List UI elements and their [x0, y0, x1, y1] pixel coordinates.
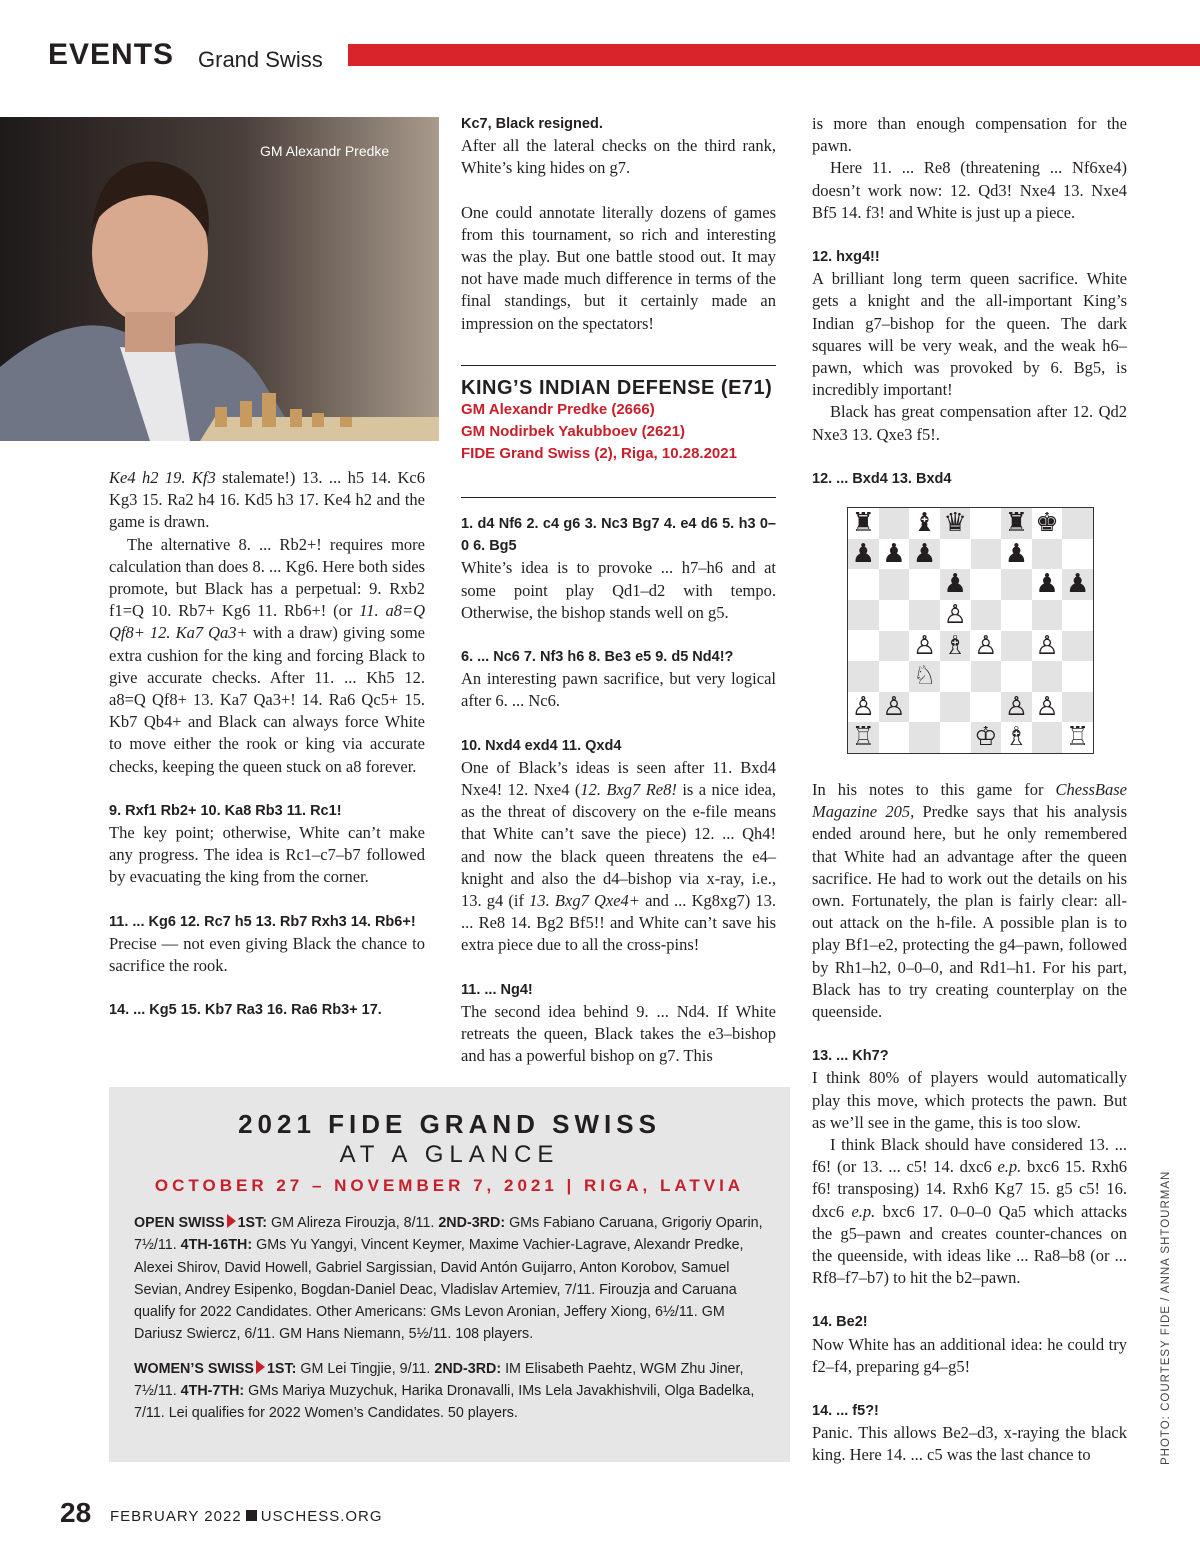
paragraph: An interesting pawn sacrifice, but very logical after 6. ... Nc6.: [461, 669, 776, 711]
divider: [461, 497, 776, 498]
chess-square: [1001, 600, 1032, 631]
site-name: USCHESS.ORG: [260, 1508, 383, 1525]
chess-square: [971, 569, 1002, 600]
chess-piece-square: ♙: [879, 692, 910, 723]
section-subtitle: Grand Swiss: [198, 47, 323, 72]
footer-line: [110, 1508, 383, 1525]
chess-square: [1001, 631, 1032, 662]
move-italic: 12. Bxg7 Re8!: [580, 780, 677, 800]
chess-piece-square: ♙: [971, 631, 1002, 662]
move-heading: 11. ... Ng4!: [461, 981, 533, 998]
move-heading: 13. ... Kh7?: [812, 1048, 889, 1065]
womens-swiss-results: [134, 1358, 774, 1425]
square-icon: [246, 1510, 257, 1521]
paragraph: Now White has an additional idea: he could try f2–f4, preparing g4–g5!: [812, 1334, 1127, 1376]
chess-piece-square: ♙: [940, 600, 971, 631]
chess-square: [971, 508, 1002, 539]
chess-piece-square: ♜: [1001, 508, 1032, 539]
chess-square: [1062, 508, 1093, 539]
text: bxc6 17. 0–0–0 Qa5 which attacks the g5–pawn and creates counter-chances on the queenside, with ideas like ... Ra8–b8 (or ... Rf8–f7–b7) to hit the b2–pawn.: [812, 1201, 1127, 1288]
move-heading: 12. hxg4!!: [812, 249, 880, 266]
text: GM Alireza Firouzja, 8/11.: [266, 1215, 439, 1231]
chess-piece-square: ♝: [909, 508, 940, 539]
chess-square: [1062, 600, 1093, 631]
chess-square: [1032, 661, 1063, 692]
text: stalemate!) 13. ... h5 14. Kc6 Kg3 15. Ra2 h4 16. Kd5 h3 17. Ke4 h2 and the game is drawn.: [109, 468, 426, 532]
move-heading: 11. ... Kg6 12. Rc7 h5 13. Rb7 Rxh3 14. Rb6+!: [109, 913, 416, 930]
black-player: GM Nodirbek Yakubboev (2621): [461, 423, 685, 440]
move-italic: 11. a8=Q Qf8+ 12. Ka7 Qa3+: [109, 601, 426, 643]
column-3-top: [812, 113, 1127, 490]
glance-title: 2021 FIDE GRAND SWISS: [238, 1109, 661, 1139]
label: 2ND-3RD:: [434, 1360, 502, 1377]
player-photo: [0, 117, 439, 441]
move-heading: 14. Be2!: [812, 1314, 868, 1331]
glance-dates: OCTOBER 27 – NOVEMBER 7, 2021 | RIGA, LATVIA: [154, 1176, 745, 1195]
text: I think Black should have considered 13. ... f6! (or 13. ... c5! 14. dxc6: [812, 1135, 1127, 1177]
paragraph: White’s idea is to provoke ... h7–h6 and at some point play Qd1–d2 with tempo. Otherwise, the bishop stands well on g5.: [461, 558, 776, 622]
divider: [461, 365, 776, 366]
chess-square: [909, 722, 940, 753]
chess-piece-square: ♙: [1001, 692, 1032, 723]
move-heading: 6. ... Nc6 7. Nf3 h6 8. Be3 e5 9. d5 Nd4!?: [461, 649, 734, 666]
column-3-bottom: [812, 779, 1127, 1467]
chess-square: [1032, 539, 1063, 570]
chess-square: [940, 661, 971, 692]
paragraph: The second idea behind 9. ... Nd4. If White retreats the queen, Black takes the e3–bishop and has a powerful bishop on g7. This: [461, 1001, 776, 1066]
chess-square: [940, 692, 971, 723]
text: The alternative 8. ... Rb2+! requires more calculation than does 8. ... Kg6. Here both sides promote, but Black has a perpetual: 9. Rxb2 f1=Q 10. Rb7+ Kg6 11. Rb6+! (or: [109, 534, 425, 621]
chess-square: [879, 569, 910, 600]
chess-square: [1062, 661, 1093, 692]
chess-piece-square: ♜: [848, 508, 879, 539]
paragraph: [812, 1134, 1127, 1289]
column-2-moves: [461, 513, 776, 1067]
move-heading: Kc7, Black resigned.: [461, 116, 603, 132]
chess-piece-square: ♛: [940, 508, 971, 539]
chess-piece-square: ♗: [1001, 722, 1032, 753]
text: with a draw) giving some extra cushion for the king and forcing Black to give accurate checks. After 11. ... Kh5 12. a8=Q Qf8+ 13. Ka7 Qa3+! 14. Ra6 Qc5+ 15. Kb7 Qb4+ and Black can always force White to move either the rook or king via accurate checks, keeping the queen stuck on a8 forever.: [109, 623, 425, 776]
paragraph: I think 80% of players would automatically play this move, which protects the pawn. But as we’ll see in the game, this is too slow.: [812, 1068, 1127, 1132]
paragraph: [812, 779, 1127, 1023]
chess-piece-square: ♟: [940, 569, 971, 600]
paragraph: Precise — not even giving Black the chance to sacrifice the rook.: [109, 933, 425, 976]
move-heading: 1. d4 Nf6 2. c4 g6 3. Nc3 Bg7 4. e4 d6 5. h3 0–0 6. Bg5: [461, 516, 776, 555]
chess-board: [847, 507, 1094, 754]
paragraph: After all the lateral checks on the third rank, White’s king hides on g7.: [461, 136, 776, 178]
chess-square: [879, 508, 910, 539]
chess-piece-square: ♖: [848, 722, 879, 753]
chess-piece-square: ♟: [1032, 569, 1063, 600]
chess-piece-square: ♘: [909, 661, 940, 692]
chess-piece-square: ♙: [1032, 692, 1063, 723]
text: GM Lei Tingjie, 9/11.: [296, 1360, 435, 1377]
text-italic: e.p.: [997, 1157, 1022, 1177]
text: One of Black’s ideas is seen after 11. Bxd4 Nxe4! 12. Nxe4 (: [461, 757, 776, 800]
chess-square: [848, 661, 879, 692]
white-player: GM Alexandr Predke (2666): [461, 401, 655, 418]
chess-piece-square: ♙: [1032, 631, 1063, 662]
text: In his notes to this game for: [812, 780, 1056, 799]
chess-square: [909, 600, 940, 631]
chess-square: [879, 600, 910, 631]
photo-caption: GM Alexandr Predke: [260, 143, 390, 159]
paragraph: The key point; otherwise, White can’t make any progress. The idea is Rc1–c7–b7 followed by evacuating the king from the corner.: [109, 823, 425, 887]
chess-piece-square: ♖: [1062, 722, 1093, 753]
chess-square: [940, 722, 971, 753]
chess-square: [1032, 722, 1063, 753]
move-heading: 10. Nxd4 exd4 11. Qxd4: [461, 737, 622, 754]
move-heading: 14. ... Kg5 15. Kb7 Ra3 16. Ra6 Rb3+ 17.: [109, 1002, 382, 1019]
chess-square: [879, 722, 910, 753]
game-title: KING’S INDIAN DEFENSE (E71): [461, 377, 773, 399]
text: GMs Yu Yangyi, Vincent Keymer, Maxime Vachier-Lagrave, Alexandr Predke, Alexei Shirov, David Howell, Gabriel Sargissian, David Antón Guijarro, Anton Korobov, Samuel Sevian, Andrey Esipenko, Bogdan-Daniel Deac, Vladislav Artemiev, 7/11. Firouzja and Caruana qualify for 2022 Candidates. Other Americans: GMs Levon Aronian, Jeffery Xiong, 6½/11. GM Dariusz Swiercz, 6/11. GM Hans Niemann, 5½/11. 108 players.: [134, 1237, 744, 1343]
chess-piece-square: ♟: [1001, 539, 1032, 570]
label: 4TH-7TH:: [180, 1383, 245, 1400]
text: and ... Kg8xg7) 13. ... Re8 14. Bg2 Bf5!! and White can’t save his extra piece due to all the cross-pins!: [461, 891, 777, 955]
event-info: FIDE Grand Swiss (2), Riga, 10.28.2021: [461, 445, 737, 462]
chess-piece-square: ♟: [848, 539, 879, 570]
text: is a nice idea, as the threat of discovery on the e-file means that White can’t save the piece) 12. ... Qh4! and now the black queen threatens the e4–knight and also the d4–bishop via x-ray, i.e., 13. g4 (if: [461, 780, 776, 911]
chess-piece-square: ♟: [909, 539, 940, 570]
chess-square: [971, 539, 1002, 570]
chess-piece-square: ♙: [848, 692, 879, 723]
triangle-icon: [227, 1214, 236, 1228]
paragraph: [109, 534, 425, 778]
chess-square: [1062, 692, 1093, 723]
chess-square: [940, 539, 971, 570]
header-bar: [348, 44, 1200, 66]
chess-square: [879, 661, 910, 692]
text: GMs Fabiano Caruana, Grigoriy Oparin, 7½/11.: [134, 1215, 763, 1254]
label: 1ST:: [266, 1360, 297, 1377]
paragraph: One could annotate literally dozens of games from this tournament, so rich and interesting was the play. But one battle stood out. It may not have made much difference in terms of the final standings, but it certainly made an impression on the spectators!: [461, 202, 776, 333]
issue-date: FEBRUARY 2022: [110, 1508, 242, 1525]
triangle-icon: [256, 1360, 265, 1374]
label: 2ND-3RD:: [438, 1215, 506, 1231]
chess-piece-square: ♟: [879, 539, 910, 570]
paragraph: [461, 757, 776, 957]
text: bxc6 15. Rxh6 f6! transposing) 14. Rxh6 Kg7 15. g5 c5! 16. dxc6: [812, 1157, 1127, 1221]
chess-square: [848, 600, 879, 631]
text-italic: e.p.: [851, 1201, 876, 1221]
move-italic: Ke4 h2 19. Kf3: [109, 468, 216, 487]
chess-square: [971, 692, 1002, 723]
game-header: [461, 377, 776, 465]
text: IM Elisabeth Paehtz, WGM Zhu Jiner, 7½/11.: [134, 1360, 744, 1400]
chess-piece-square: ♗: [940, 631, 971, 662]
label: 4TH-16TH:: [180, 1237, 253, 1254]
paragraph: is more than enough compensation for the pawn.: [812, 114, 1127, 156]
photo-credit: PHOTO: COURTESY FIDE / ANNA SHTOURMAN: [1160, 1170, 1172, 1465]
photo-illustration: [0, 117, 439, 441]
chess-square: [971, 600, 1002, 631]
chess-piece-square: ♔: [971, 722, 1002, 753]
label: OPEN SWISS: [134, 1215, 225, 1231]
column-2: [461, 113, 776, 335]
open-swiss-results: [134, 1212, 774, 1346]
paragraph: Panic. This allows Be2–d3, x-raying the black king. Here 14. ... c5 was the last chance to: [812, 1423, 1127, 1465]
glance-subtitle: AT A GLANCE: [339, 1141, 560, 1168]
chess-piece-square: ♙: [909, 631, 940, 662]
chess-piece-square: ♚: [1032, 508, 1063, 539]
paragraph: Black has great compensation after 12. Qd2 Nxe3 13. Qxe3 f5!.: [812, 402, 1127, 444]
paragraph: Here 11. ... Re8 (threatening ... Nf6xe4) doesn’t work now: 12. Qd3! Nxe4 13. Nxe4 Bf5 14. f3! and White is just up a piece.: [812, 158, 1127, 222]
column-1: [109, 467, 425, 1021]
page-number: 28: [60, 1497, 92, 1528]
section-title: EVENTS: [48, 38, 175, 71]
chess-square: [1062, 539, 1093, 570]
chess-square: [1032, 600, 1063, 631]
magazine-title: ChessBase Magazine 205,: [812, 780, 1127, 822]
chess-square: [1001, 569, 1032, 600]
move-italic: 13. Bxg7 Qxe4+: [529, 891, 640, 911]
move-heading: 12. ... Bxd4 13. Bxd4: [812, 470, 952, 487]
move-heading: 9. Rxf1 Rb2+ 10. Ka8 Rb3 11. Rc1!: [109, 802, 342, 819]
glance-body: [134, 1212, 774, 1437]
label: 1ST:: [237, 1215, 267, 1231]
paragraph: [109, 467, 425, 534]
chess-square: [909, 692, 940, 723]
chess-square: [971, 661, 1002, 692]
text: Predke says that his analysis ended around here, but he only remembered that White had an advantage after the queen sacrifice. He had to work out the details on his own. Fortunately, the plan is fairly clear: all-out attack on the h-file. A possible plan is to play Bf1–e2, protecting the g4–pawn, followed by Rh1–h2, 0–0–0, and Rd1–h1. For his part, Black has to try creating counterplay on the queenside.: [812, 802, 1128, 1022]
chess-square: [848, 569, 879, 600]
chess-square: [909, 569, 940, 600]
chess-square: [1001, 661, 1032, 692]
chess-square: [879, 631, 910, 662]
chess-square: [1062, 631, 1093, 662]
text: GMs Mariya Muzychuk, Harika Dronavalli, IMs Lela Javakhishvili, Olga Badelka, 7/11. Lei qualifies for 2022 Women’s Candidates. 50 players.: [134, 1383, 755, 1422]
paragraph: A brilliant long term queen sacrifice. White gets a knight and the all-important King’s Indian g7–bishop for the queen. The dark squares will be very weak, and the weak h6–pawn, which was provoked by 6. Bg5, is incredibly important!: [812, 269, 1127, 400]
label: WOMEN’S SWISS: [134, 1360, 254, 1377]
move-heading: 14. ... f5?!: [812, 1403, 879, 1420]
at-a-glance-box: [109, 1087, 790, 1462]
chess-piece-square: ♟: [1062, 569, 1093, 600]
chess-square: [848, 631, 879, 662]
